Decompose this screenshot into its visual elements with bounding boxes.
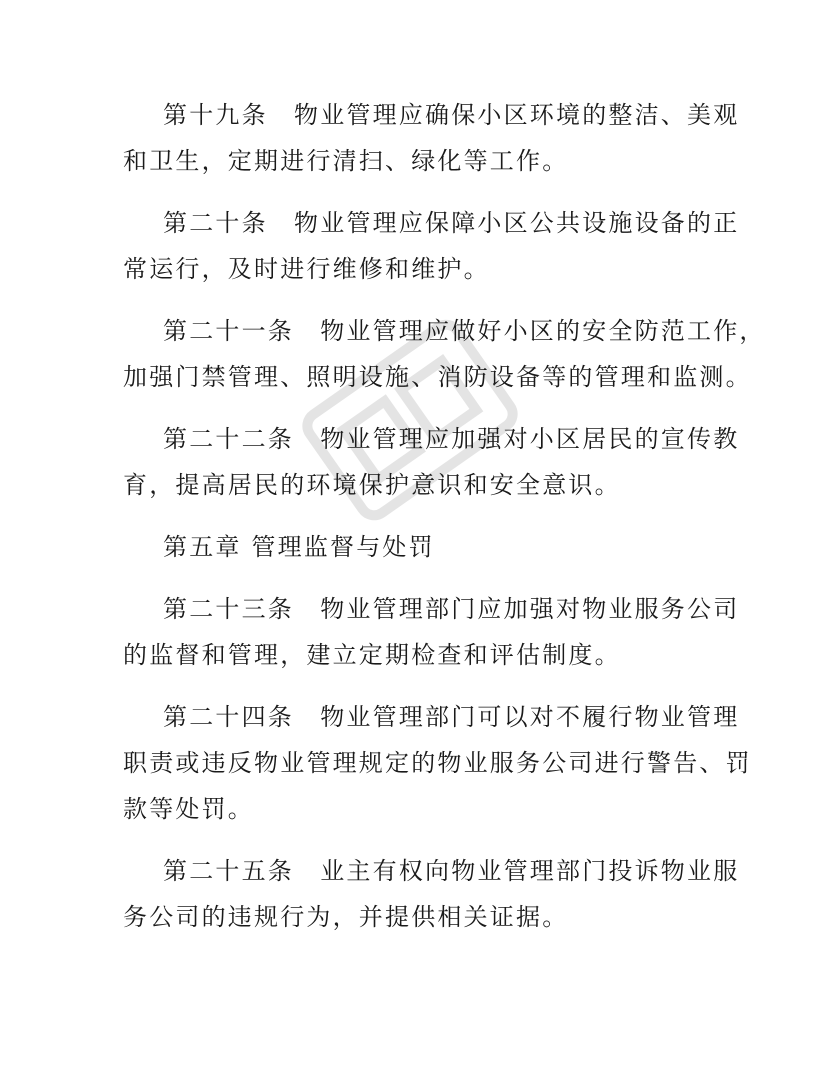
article-25-line-2: 务公司的违规行为，并提供相关证据。	[123, 903, 569, 931]
article-24-line-2: 职责或违反物业管理规定的物业服务公司进行警告、罚	[123, 749, 752, 777]
article-23-line-2: 的监督和管理，建立定期检查和评估制度。	[123, 641, 621, 669]
article-21-line-2: 加强门禁管理、照明设施、消防设备等的管理和监测。	[123, 363, 752, 391]
article-21-line-1: 第二十一条 物业管理应做好小区的安全防范工作，	[163, 317, 766, 345]
article-23-line-1: 第二十三条 物业管理部门应加强对物业服务公司	[163, 595, 740, 623]
article-19-line-2: 和卫生，定期进行清扫、绿化等工作。	[123, 147, 569, 175]
article-20-line-2: 常运行，及时进行维修和维护。	[123, 255, 490, 283]
article-22-line-2: 育，提高居民的环境保护意识和安全意识。	[123, 471, 621, 499]
article-25-line-1: 第二十五条 业主有权向物业管理部门投诉物业服	[163, 857, 740, 885]
article-22-line-1: 第二十二条 物业管理应加强对小区居民的宣传教	[163, 425, 740, 453]
article-20-line-1: 第二十条 物业管理应保障小区公共设施设备的正	[163, 209, 740, 237]
chapter-5-heading: 第五章 管理监督与处罚	[163, 533, 435, 561]
article-24-line-1: 第二十四条 物业管理部门可以对不履行物业管理	[163, 703, 740, 731]
article-19-line-1: 第十九条 物业管理应确保小区环境的整洁、美观	[163, 101, 740, 129]
article-24-line-3: 款等处罚。	[123, 795, 254, 823]
